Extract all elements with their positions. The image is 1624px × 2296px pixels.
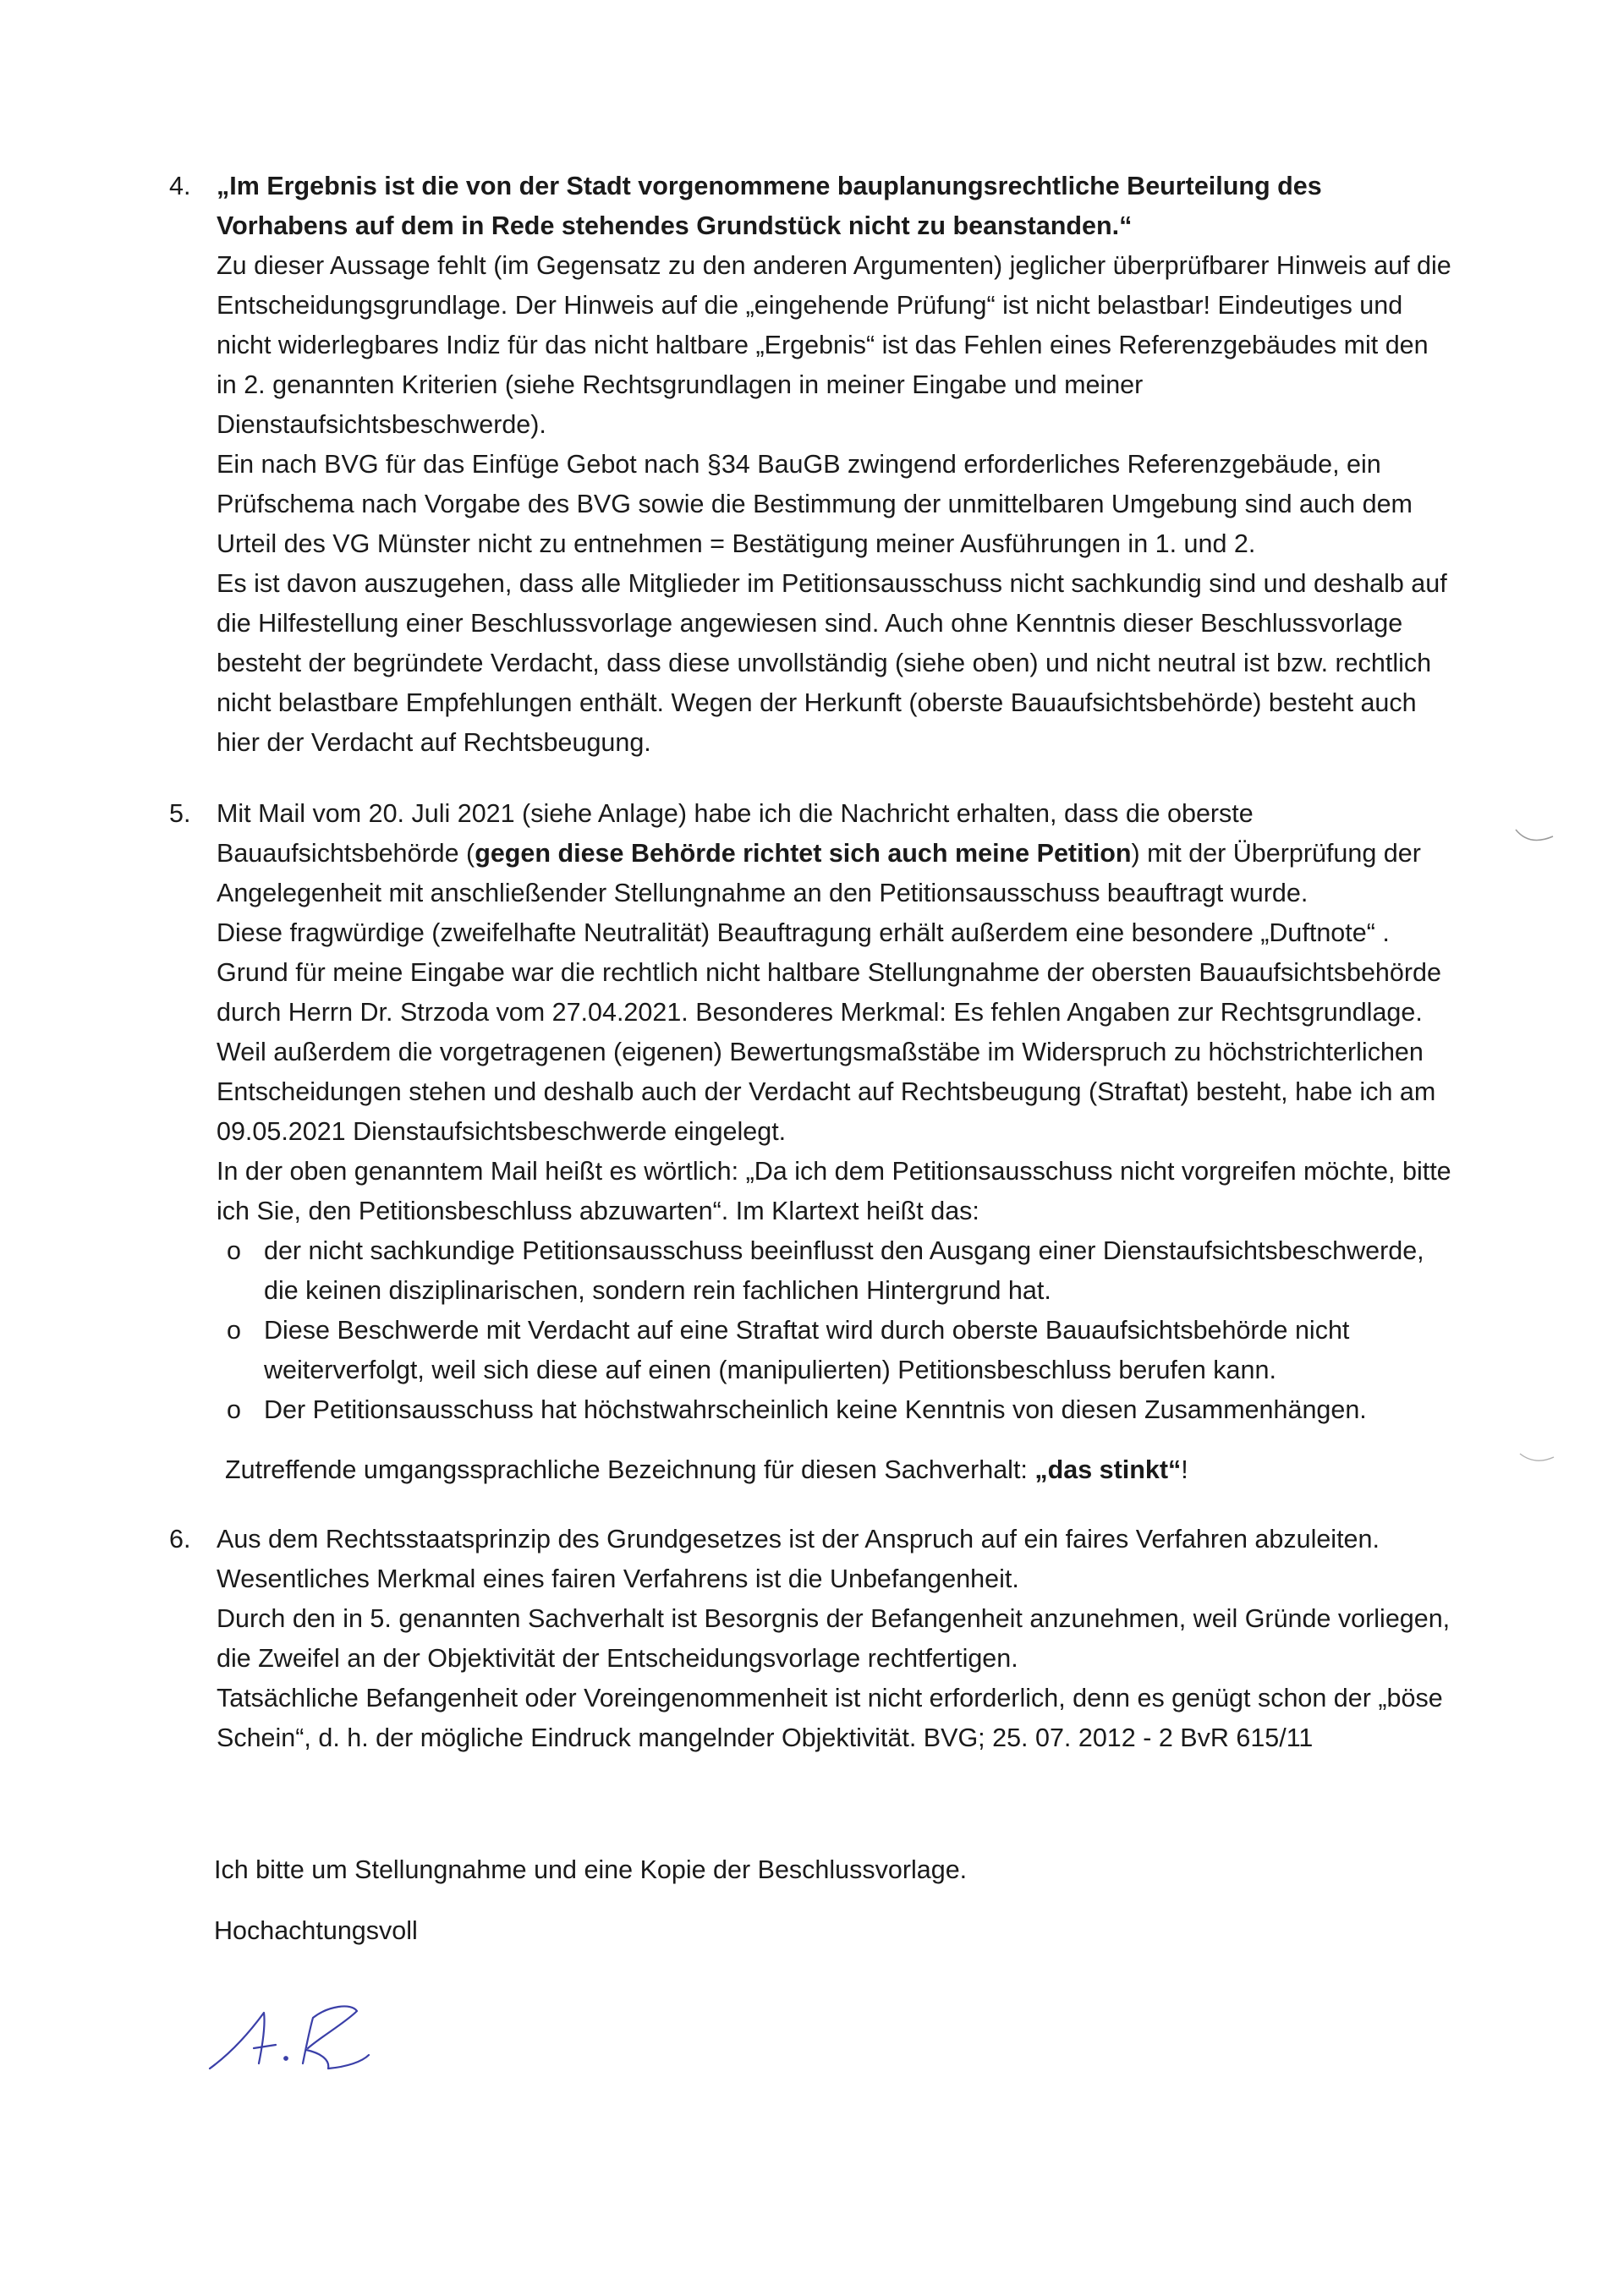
bullet-icon: o: [227, 1395, 241, 1424]
paragraph: Aus dem Rechtsstaatsprinzip des Grundgesetzes ist der Anspruch auf ein faires Verfahren abzuleiten. Wesentliches Merkmal eines fairen Verfahrens ist die Unbefangenheit.: [217, 1525, 1380, 1593]
section-number: 5.: [169, 799, 191, 828]
section-4: [169, 167, 1455, 763]
paragraph: Tatsächliche Befangenheit oder Voreingenommenheit ist nicht erforderlich, denn es genügt schon der „böse Schein“, d. h. der mögliche Eindruck mangelnder Objektivität. BVG; 25. 07. 2012 - 2 BvR 615/11: [217, 1684, 1443, 1752]
bullet-icon: o: [227, 1316, 241, 1345]
summary-line: Zutreffende umgangssprachliche Bezeichnung für diesen Sachverhalt: „das stinkt“!: [225, 1455, 1188, 1484]
closing-request: Ich bitte um Stellungnahme und eine Kopie der Beschlussvorlage.: [214, 1855, 968, 1884]
section-number: 6.: [169, 1525, 191, 1553]
emphasis: „das stinkt“: [1034, 1455, 1182, 1484]
paragraph: Durch den in 5. genannten Sachverhalt ist Besorgnis der Befangenheit anzunehmen, weil Gründe vorliegen, die Zweifel an der Objektivität der Entscheidungsvorlage rechtfertigen.: [217, 1604, 1451, 1673]
paragraph: Es ist davon auszugehen, dass alle Mitglieder im Petitionsausschuss nicht sachkundig sind und deshalb auf die Hilfestellung einer Beschlussvorlage angewiesen sind. Auch ohne Kenntnis dieser Beschlussvorlage besteht der begründete Verdacht, dass diese unvollständig (siehe oben) und nicht neutral ist bzw. rechtlich nicht belastbare Empfehlungen enthält. Wegen der Herkunft (oberste Bauaufsichtsbehörde) besteht auch hier der Verdacht auf Rechtsbeugung.: [217, 569, 1447, 757]
paragraph: Diese fragwürdige (zweifelhafte Neutralität) Beauftragung erhält außerdem eine besondere „Duftnote“ . Grund für meine Eingabe war die rechtlich nicht haltbare Stellungnahme der obersten Bauaufsichtsbehörde durch Herrn Dr. Strzoda vom 27.04.2021. Besonderes Merkmal: Es fehlen Angaben zur Rechtsgrundlage. Weil außerdem die vorgetragenen (eigenen) Bewertungsmaßstäbe im Widerspruch zu höchstrichterlichen Entscheidungen stehen und deshalb auch der Verdacht auf Rechtsbeugung (Straftat) besteht, habe ich am 09.05.2021 Dienstaufsichtsbeschwerde eingelegt.: [217, 918, 1441, 1146]
list-item: o Diese Beschwerde mit Verdacht auf eine Straftat wird durch oberste Bauaufsichtsbehörde nicht weiterverfolgt, weil sich diese auf einen (manipulierten) Petitionsbeschluss berufen kann.: [217, 1311, 1455, 1390]
section-heading: „Im Ergebnis ist die von der Stadt vorgenommene bauplanungsrechtliche Beurteilung des Vorhabens auf dem in Rede stehendes Grundstück nicht zu beanstanden.“: [217, 172, 1322, 240]
bullet-list: [217, 1231, 1455, 1430]
section-5: [169, 794, 1455, 1490]
signature: [203, 1987, 381, 2085]
bullet-icon: o: [227, 1236, 241, 1265]
paragraph: In der oben genanntem Mail heißt es wörtlich: „Da ich dem Petitionsausschuss nicht vorgreifen möchte, bitte ich Sie, den Petitionsbeschluss abzuwarten“. Im Klartext heißt das:: [217, 1157, 1451, 1225]
signature-icon: [203, 1987, 381, 2080]
paragraph: Mit Mail vom 20. Juli 2021 (siehe Anlage) habe ich die Nachricht erhalten, dass die oberste Bauaufsichtsbehörde (gegen diese Behörde richtet sich auch meine Petition) mit der Überprüfung der Angelegenheit mit anschließender Stellungnahme an den Petitionsausschuss beauftragt wurde.: [217, 799, 1421, 907]
edge-mark-icon: [1514, 825, 1556, 850]
paragraph: Ein nach BVG für das Einfüge Gebot nach §34 BauGB zwingend erforderliches Referenzgebäude, ein Prüfschema nach Vorgabe des BVG sowie die Bestimmung der unmittelbaren Umgebung sind auch dem Urteil des VG Münster nicht zu entnehmen = Bestätigung meiner Ausführungen in 1. und 2.: [217, 450, 1413, 558]
list-item: o der nicht sachkundige Petitionsausschuss beeinflusst den Ausgang einer Dienstaufsichtsbeschwerde, die keinen disziplinarischen, sondern rein fachlichen Hintergrund hat.: [217, 1231, 1455, 1311]
section-6: [169, 1520, 1455, 1758]
emphasis: gegen diese Behörde richtet sich auch meine Petition: [475, 839, 1132, 868]
edge-mark-icon: [1518, 1450, 1556, 1469]
section-number: 4.: [169, 172, 191, 200]
list-item: o Der Petitionsausschuss hat höchstwahrscheinlich keine Kenntnis von diesen Zusammenhängen.: [217, 1390, 1455, 1430]
closing-salutation: Hochachtungsvoll: [214, 1916, 418, 1945]
paragraph: Zu dieser Aussage fehlt (im Gegensatz zu den anderen Argumenten) jeglicher überprüfbarer Hinweis auf die Entscheidungsgrundlage. Der Hinweis auf die „eingehende Prüfung“ ist nicht belastbar! Eindeutiges und nicht widerlegbares Indiz für das nicht haltbare „Ergebnis“ ist das Fehlen eines Referenzgebäudes mit den in 2. genannten Kriterien (siehe Rechtsgrundlagen in meiner Eingabe und meiner Dienstaufsichtsbeschwerde).: [217, 251, 1451, 439]
